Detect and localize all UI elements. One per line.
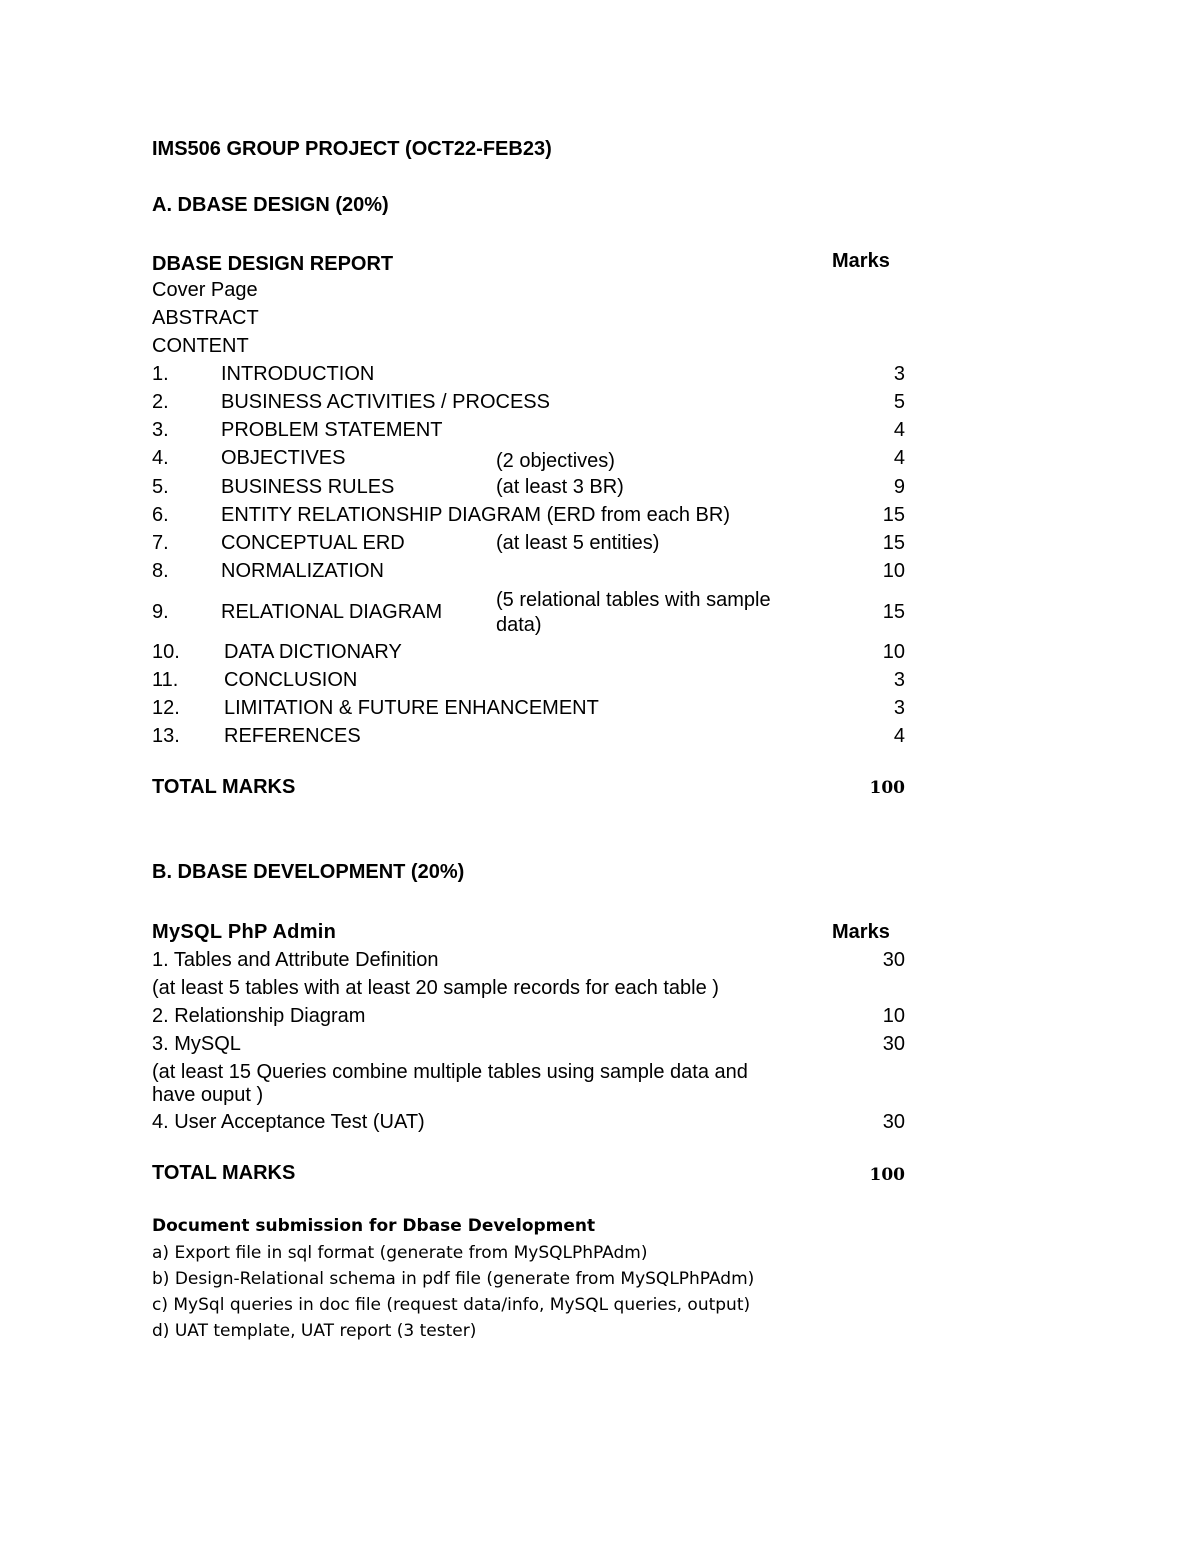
item-label: OBJECTIVES (221, 447, 346, 469)
item-label: PROBLEM STATEMENT (221, 419, 443, 441)
page-title: IMS506 GROUP PROJECT (OCT22-FEB23) (152, 138, 552, 160)
item-marks: 15 (882, 601, 905, 623)
item-note-line-1: (5 relational tables with sample (496, 589, 771, 611)
section-b-heading: B. DBASE DEVELOPMENT (20%) (152, 861, 465, 883)
front-matter-cover: Cover Page (152, 279, 258, 301)
section-a-heading: A. DBASE DESIGN (20%) (152, 194, 389, 216)
item-number: 3. (152, 419, 169, 441)
item-number: 12. (152, 697, 180, 719)
item-marks: 4 (893, 419, 905, 441)
front-matter-abstract: ABSTRACT (152, 307, 259, 329)
item-number: 2. (152, 391, 169, 413)
item-note: (at least 5 entities) (496, 532, 660, 554)
submission-item-b: b) Design-Relational schema in pdf file (generate from MySQLPhPAdm) (152, 1269, 755, 1289)
item-label: RELATIONAL DIAGRAM (221, 601, 443, 623)
item-number: 7. (152, 532, 169, 554)
dev-item-1: 1. Tables and Attribute Definition (152, 949, 439, 971)
item-marks: 3 (893, 363, 905, 385)
item-number: 13. (152, 725, 180, 747)
submission-item-d: d) UAT template, UAT report (3 tester) (152, 1321, 477, 1341)
item-number: 9. (152, 601, 169, 623)
total-marks-value-b: 100 (869, 1165, 905, 1185)
item-note-line-2: data) (496, 614, 542, 636)
item-number: 11. (152, 669, 179, 691)
item-label: REFERENCES (224, 725, 361, 747)
submission-item-a: a) Export file in sql format (generate from MySQLPhPAdm) (152, 1243, 648, 1263)
dev-item-3-marks: 30 (882, 1033, 905, 1055)
item-marks: 3 (893, 697, 905, 719)
item-number: 10. (152, 641, 180, 663)
mysql-heading: MySQL PhP Admin (152, 921, 337, 943)
item-marks: 4 (893, 447, 905, 469)
item-marks: 5 (893, 391, 905, 413)
dev-item-2: 2. Relationship Diagram (152, 1005, 366, 1027)
submission-heading: Document submission for Dbase Development (152, 1216, 596, 1236)
report-heading: DBASE DESIGN REPORT (152, 253, 394, 275)
dev-item-1-note: (at least 5 tables with at least 20 sample records for each table ) (152, 977, 719, 999)
item-marks: 10 (882, 560, 905, 582)
item-number: 8. (152, 560, 169, 582)
item-label: BUSINESS ACTIVITIES / PROCESS (221, 391, 550, 413)
total-marks-label-a: TOTAL MARKS (152, 776, 296, 798)
item-label: CONCEPTUAL ERD (221, 532, 405, 554)
item-marks: 9 (893, 476, 905, 498)
item-label: ENTITY RELATIONSHIP DIAGRAM (ERD from each BR) (221, 504, 730, 526)
item-marks: 3 (893, 669, 905, 691)
marks-header-a: Marks (832, 250, 890, 272)
item-label: INTRODUCTION (221, 363, 375, 385)
total-marks-value-a: 100 (869, 778, 905, 798)
item-label: NORMALIZATION (221, 560, 384, 582)
item-marks: 15 (882, 504, 905, 526)
dev-item-3-note-line-1: (at least 15 Queries combine multiple tables using sample data and (152, 1061, 748, 1083)
item-label: BUSINESS RULES (221, 476, 395, 498)
dev-item-3-note-line-2: have ouput ) (152, 1084, 264, 1106)
total-marks-label-b: TOTAL MARKS (152, 1162, 296, 1184)
item-marks: 15 (882, 532, 905, 554)
dev-item-4-marks: 30 (882, 1111, 905, 1133)
item-label: LIMITATION & FUTURE ENHANCEMENT (224, 697, 599, 719)
dev-item-1-marks: 30 (882, 949, 905, 971)
item-label: CONCLUSION (224, 669, 358, 691)
item-number: 6. (152, 504, 169, 526)
item-note: (2 objectives) (496, 450, 615, 472)
item-marks: 10 (882, 641, 905, 663)
dev-item-3: 3. MySQL (152, 1033, 241, 1055)
dev-item-2-marks: 10 (882, 1005, 905, 1027)
item-label: DATA DICTIONARY (224, 641, 402, 663)
item-note: (at least 3 BR) (496, 476, 624, 498)
item-number: 1. (152, 363, 169, 385)
marks-header-b: Marks (832, 921, 890, 943)
item-number: 5. (152, 476, 169, 498)
item-marks: 4 (893, 725, 905, 747)
dev-item-4: 4. User Acceptance Test (UAT) (152, 1111, 425, 1133)
front-matter-content: CONTENT (152, 335, 249, 357)
submission-item-c: c) MySql queries in doc file (request data/info, MySQL queries, output) (152, 1295, 751, 1315)
item-number: 4. (152, 447, 169, 469)
